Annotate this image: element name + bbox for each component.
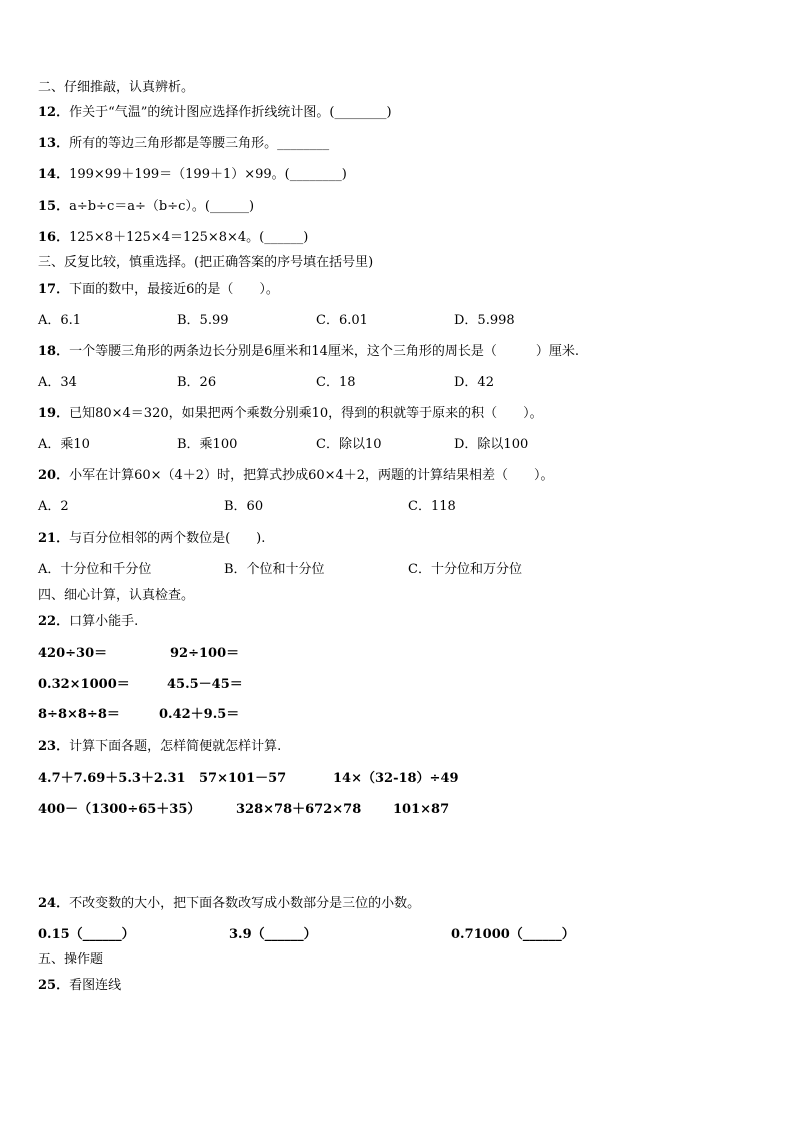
question-text: 199×99＋199＝（199＋1）×99。(________): [69, 167, 347, 182]
question-number: 23．: [38, 739, 70, 754]
option-a[interactable]: A．十分位和千分位: [38, 562, 152, 577]
calc-item: 57×101－57: [199, 771, 287, 786]
question-14: [38, 166, 347, 184]
option-a[interactable]: A．2: [38, 499, 69, 514]
question-number: 25．: [38, 978, 70, 993]
calc-item: 400－（1300÷65＋35）: [38, 802, 201, 817]
question-16: [38, 229, 308, 247]
section-5-heading: 五、操作题: [38, 952, 104, 967]
option-d[interactable]: D．5.998: [454, 313, 515, 328]
question-text: 小军在计算60×（4＋2）时，把算式抄成60×4＋2，两题的计算结果相差（ ）。: [69, 468, 554, 483]
option-c[interactable]: C．十分位和万分位: [408, 562, 522, 577]
oral-calc-item: 0.32×1000＝: [38, 677, 130, 692]
calc-item: 101×87: [393, 802, 450, 817]
calc-item: 328×78＋672×78: [236, 802, 362, 817]
option-c[interactable]: C．118: [408, 499, 456, 514]
question-text: 计算下面各题，怎样简便就怎样计算.: [69, 739, 282, 754]
option-b[interactable]: B．60: [224, 499, 264, 514]
option-c[interactable]: C．除以10: [316, 437, 382, 452]
question-number: 16．: [38, 230, 70, 245]
decimal-item: 3.9（______）: [229, 927, 317, 942]
question-text: 所有的等边三角形都是等腰三角形。________: [69, 136, 330, 151]
option-d[interactable]: D．42: [454, 375, 494, 390]
question-20: [38, 467, 554, 485]
question-text: 已知80×4＝320，如果把两个乘数分别乘10，得到的积就等于原来的积（ ）。: [69, 406, 543, 421]
question-text: 与百分位相邻的两个数位是( ).: [69, 531, 266, 546]
question-text: 看图连线: [69, 978, 122, 993]
option-c[interactable]: C．18: [316, 375, 356, 390]
question-number: 18．: [38, 344, 70, 359]
decimal-item: 0.71000（______）: [451, 927, 575, 942]
oral-calc-item: 0.42＋9.5＝: [159, 707, 240, 722]
oral-calc-item: 8÷8×8÷8＝: [38, 707, 120, 722]
question-24: [38, 895, 420, 913]
option-a[interactable]: A．6.1: [38, 313, 82, 328]
oral-calc-item: 45.5－45＝: [167, 677, 243, 692]
question-21: [38, 530, 265, 548]
question-text: 125×8＋125×4＝125×8×4。(______): [69, 230, 309, 245]
question-number: 12．: [38, 105, 70, 120]
question-22: [38, 613, 138, 631]
question-text: 一个等腰三角形的两条边长分别是6厘米和14厘米，这个三角形的周长是（ ）厘米.: [69, 344, 580, 359]
question-text: a÷b÷c＝a÷（b÷c）。(______): [69, 199, 255, 214]
option-a[interactable]: A．34: [38, 375, 77, 390]
option-b[interactable]: B．26: [177, 375, 217, 390]
question-25: [38, 977, 121, 995]
question-12: [38, 104, 392, 122]
oral-calc-item: 92÷100＝: [170, 646, 240, 661]
option-b[interactable]: B．5.99: [177, 313, 229, 328]
option-c[interactable]: C．6.01: [316, 313, 368, 328]
question-number: 19．: [38, 406, 70, 421]
option-b[interactable]: B．个位和十分位: [224, 562, 325, 577]
question-number: 15．: [38, 199, 70, 214]
question-23: [38, 738, 281, 756]
question-19: [38, 405, 543, 423]
oral-calc-item: 420÷30＝: [38, 646, 108, 661]
question-text: 下面的数中，最接近6的是（ ）。: [69, 282, 279, 297]
question-18: [38, 343, 579, 361]
question-number: 14．: [38, 167, 70, 182]
question-number: 21．: [38, 531, 70, 546]
question-13: [38, 135, 329, 153]
decimal-item: 0.15（______）: [38, 927, 135, 942]
question-text: 作关于“气温”的统计图应选择作折线统计图。(________): [69, 105, 392, 120]
question-text: 口算小能手.: [69, 614, 139, 629]
section-2-heading: 二、仔细推敲，认真辨析。: [38, 80, 195, 95]
calc-item: 4.7＋7.69＋5.3＋2.31: [38, 771, 186, 786]
question-number: 24．: [38, 896, 70, 911]
option-b[interactable]: B．乘100: [177, 437, 238, 452]
question-number: 13．: [38, 136, 70, 151]
option-a[interactable]: A．乘10: [38, 437, 90, 452]
calc-item: 14×（32-18）÷49: [333, 771, 459, 786]
question-17: [38, 281, 279, 299]
question-number: 20．: [38, 468, 70, 483]
question-15: [38, 198, 254, 216]
question-text: 不改变数的大小，把下面各数改写成小数部分是三位的小数。: [69, 896, 421, 911]
section-3-heading: 三、反复比较，慎重选择。(把正确答案的序号填在括号里): [38, 255, 374, 270]
section-4-heading: 四、细心计算，认真检查。: [38, 588, 195, 603]
question-number: 22．: [38, 614, 70, 629]
option-d[interactable]: D．除以100: [454, 437, 529, 452]
question-number: 17．: [38, 282, 70, 297]
